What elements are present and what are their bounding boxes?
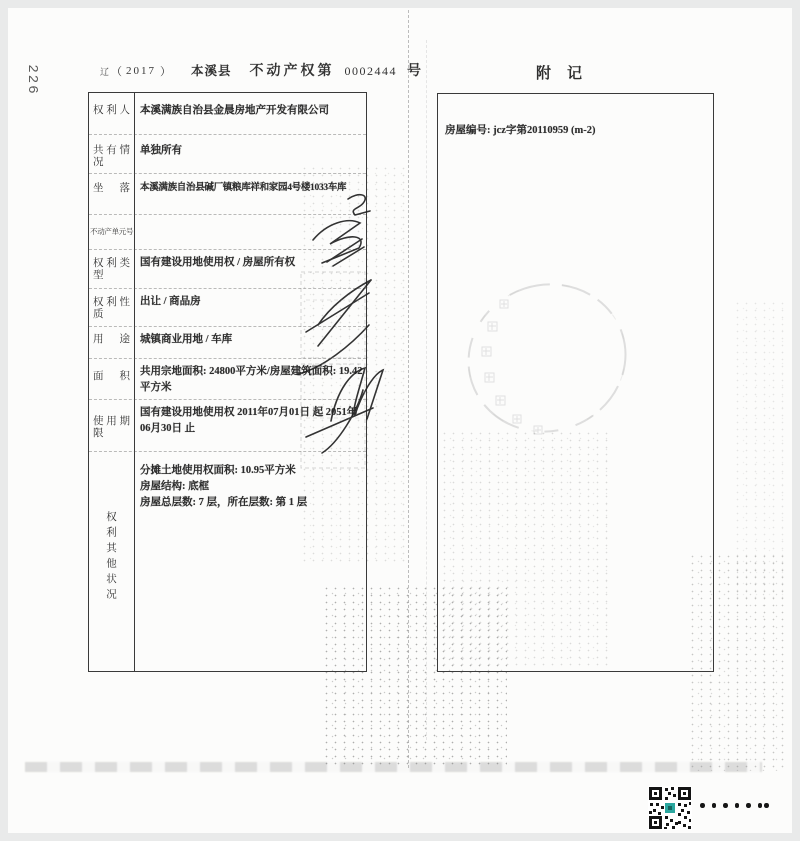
serial-suffix: 号: [407, 64, 422, 79]
field-value-location: 本溪满族自治县碱厂镇粮库祥和家园4号楼1033车库: [140, 183, 347, 193]
field-value-co-ownership: 单独所有: [140, 145, 182, 156]
field-value-right-type: 国有建设用地使用权 / 房屋所有权: [140, 257, 296, 268]
field-label-usage: 用途: [93, 334, 130, 345]
scan-noise-patch: [300, 165, 406, 565]
field-label-location: 坐落: [93, 183, 130, 194]
row-separator: [89, 134, 366, 135]
field-value-usage: 城镇商业用地 / 车库: [140, 334, 233, 345]
county-name: 本溪县: [191, 64, 232, 78]
page-number-stamp: 226: [24, 64, 40, 96]
field-label-area: 面积: [93, 371, 130, 382]
dot: [764, 803, 769, 808]
label-column-divider: [134, 93, 135, 671]
certificate-header: [100, 60, 421, 80]
field-value-floor-info: 房屋总层数: 7 层，所在层数: 第 1 层: [140, 497, 308, 508]
field-label-right-type: 权利类型: [93, 258, 130, 281]
field-label-co-ownership: 共有情况: [93, 145, 130, 168]
dot: [735, 803, 740, 808]
dot: [758, 803, 763, 808]
dot: [700, 803, 705, 808]
scan-noise-patch: [440, 430, 608, 668]
field-value-house-structure: 房屋结构: 底框: [140, 481, 210, 492]
dots-watermark: [700, 803, 769, 808]
field-value-use-term: 国有建设用地使用权 2011年07月01日 起 2051年06月30日 止: [140, 407, 358, 434]
qr-code-icon: [648, 786, 692, 830]
field-label-rights-holder: 权利人: [93, 105, 130, 116]
appendix-title: 附记: [536, 66, 599, 82]
dot: [712, 803, 717, 808]
house-number-note: 房屋编号: jcz字第20110959 (m-2): [445, 125, 596, 136]
field-value-right-nature: 出让 / 商品房: [140, 296, 201, 307]
field-value-shared-land-area: 分摊土地使用权面积: 10.95平方米: [140, 465, 296, 476]
page-bottom-edge-shadow: [25, 762, 762, 772]
certificate-serial: 0002444: [344, 64, 398, 78]
field-label-other-status: 权利其他状况: [105, 511, 116, 604]
field-value-rights-holder: 本溪满族自治县金晨房地产开发有限公司: [140, 105, 329, 116]
paren-open: （: [111, 66, 123, 78]
paren-close: ）: [160, 66, 172, 78]
scan-noise-patch: [733, 300, 788, 600]
province-prefix: 辽: [100, 67, 110, 77]
field-label-unit-number: 不动产单元号: [90, 227, 134, 236]
field-value-area: 共用宗地面积: 24800平方米/房屋建筑面积: 19.42 平方米: [140, 366, 363, 393]
dot: [723, 803, 728, 808]
certificate-year: 2017: [126, 65, 157, 77]
field-label-right-nature: 权利性质: [93, 297, 130, 320]
certificate-type: 不动产权第: [249, 64, 335, 79]
field-label-use-term: 使用期限: [93, 416, 130, 439]
dot: [746, 803, 751, 808]
